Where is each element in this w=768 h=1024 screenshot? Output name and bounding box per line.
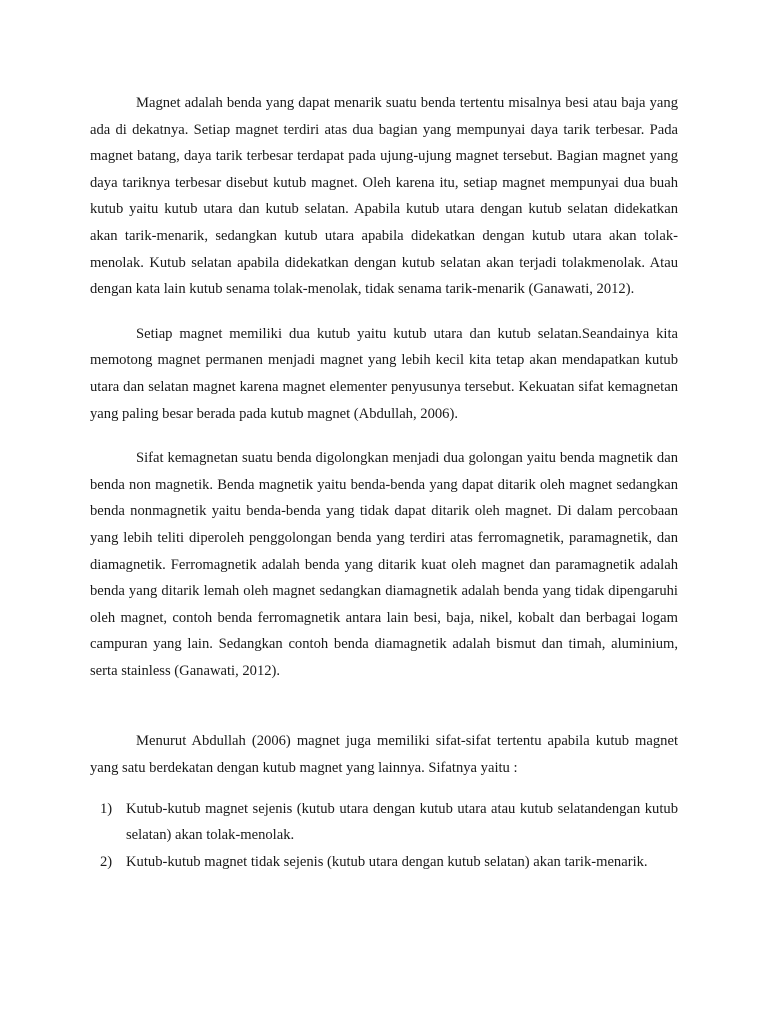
document-page bbox=[90, 90, 678, 875]
paragraph-magnet-poles: Setiap magnet memiliki dua kutub yaitu kutub utara dan kutub selatan.Seandainya kita memotong magnet permanen menjadi magnet yang lebih kecil kita tetap akan mendapatkan kutub utara dan selatan magnet karena magnet elementer penyusunya tersebut. Kekuatan sifat kemagnetan yang paling besar berada pada kutub magnet (Abdullah, 2006). bbox=[90, 325, 678, 422]
paragraph-magnet-properties-intro: Menurut Abdullah (2006) magnet juga memiliki sifat-sifat tertentu apabila kutub magnet yang satu berdekatan dengan kutub magnet yang lainnya. Sifatnya yaitu : bbox=[90, 733, 678, 777]
list-item bbox=[90, 796, 678, 849]
paragraph-spacer bbox=[90, 427, 678, 445]
paragraph-spacer bbox=[90, 782, 678, 796]
paragraph-spacer bbox=[90, 684, 678, 728]
list-item-text: Kutub-kutub magnet tidak sejenis (kutub utara dengan kutub selatan) akan tarik-menarik. bbox=[126, 853, 648, 870]
list-item bbox=[90, 849, 678, 876]
paragraph-magnet-definition: Magnet adalah benda yang dapat menarik suatu benda tertentu misalnya besi atau baja yang ada di dekatnya. Setiap magnet terdiri atas dua bagian yang mempunyai daya tarik terbesar. Pada magnet batang, daya tarik terbesar terdapat pada ujung-ujung magnet tersebut. Bagian magnet yang daya tariknya terbesar disebut kutub magnet. Oleh karena itu, setiap magnet mempunyai dua buah kutub yaitu kutub utara dan kutub selatan. Apabila kutub utara dengan kutub selatan didekatkan akan tarik-menarik, sedangkan kutub utara apabila didekatkan dengan kutub utara akan tolak-menolak. Kutub selatan apabila didekatkan dengan kutub selatan akan terjadi tolakmenolak. Atau dengan kata lain kutub senama tolak-menolak, tidak senama tarik-menarik (Ganawati, 2012). bbox=[90, 95, 678, 298]
list-item-text: Kutub-kutub magnet sejenis (kutub utara dengan kutub utara atau kutub selatandengan kutub selatan) akan tolak-menolak. bbox=[126, 800, 678, 844]
paragraph-spacer bbox=[90, 303, 678, 321]
list-item-number: 1) bbox=[100, 800, 113, 817]
list-item-number: 2) bbox=[100, 853, 113, 870]
properties-list bbox=[90, 796, 678, 876]
paragraph-magnetic-classification: Sifat kemagnetan suatu benda digolongkan menjadi dua golongan yaitu benda magnetik dan benda non magnetik. Benda magnetik yaitu benda-benda yang dapat ditarik oleh magnet sedangkan benda nonmagnetik yaitu benda-benda yang tidak dapat ditarik oleh magnet. Di dalam percobaan yang lebih teliti diperoleh penggolongan benda yang terdiri atas ferromagnetik, paramagnetik, dan diamagnetik. Ferromagnetik adalah benda yang ditarik kuat oleh magnet dan paramagnetik adalah benda yang ditarik lemah oleh magnet sedangkan diamagnetik adalah benda yang tidak dipengaruhi oleh magnet, contoh benda ferromagnetik antara lain besi, baja, nikel, kobalt dan berbagai logam campuran yang lain. Sedangkan contoh benda diamagnetik adalah bismut dan timah, aluminium, serta stainless (Ganawati, 2012). bbox=[90, 450, 678, 679]
